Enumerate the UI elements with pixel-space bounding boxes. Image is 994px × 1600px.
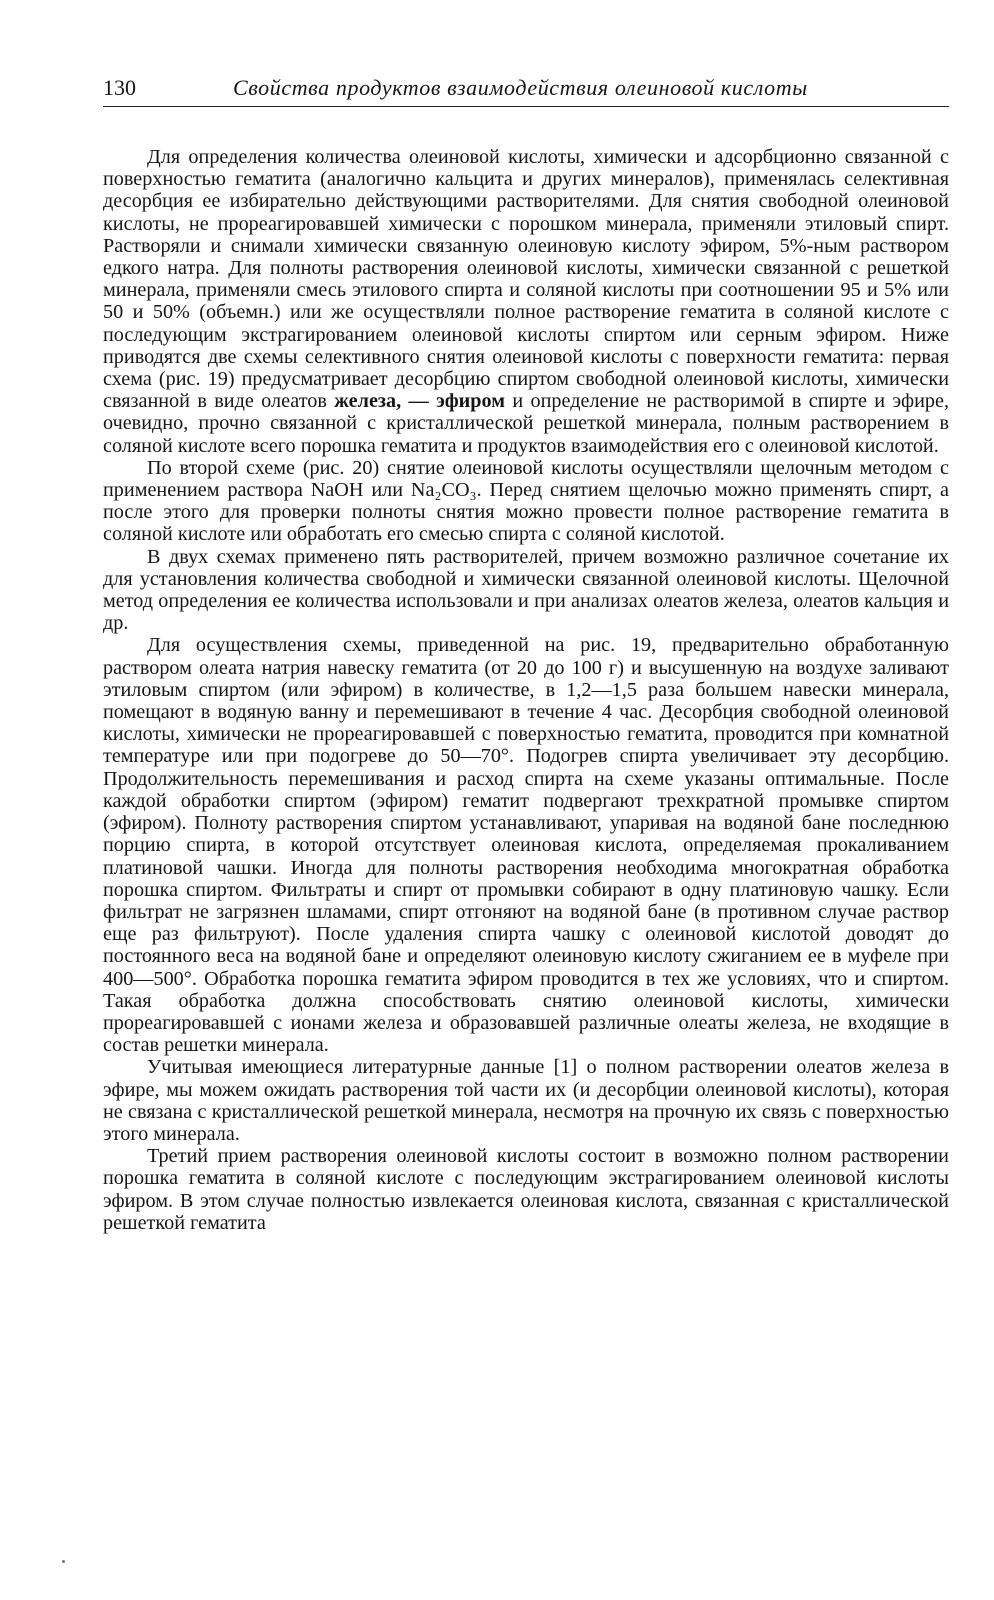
print-speck bbox=[62, 1560, 65, 1563]
paragraph-1 bbox=[103, 146, 949, 457]
paragraph-5: Учитывая имеющиеся литературные данные [1] о полном растворении олеатов железа в эфире, мы можем ожидать растворения той части их (и десорбции олеиновой кислоты), которая не связана с кристаллической решеткой минерала, несмотря на прочную их связь с поверхностью этого минерала. bbox=[103, 1056, 949, 1145]
running-title: Свойства продуктов взаимодействия олеиновой кислоты bbox=[233, 75, 808, 100]
page-number: 130 bbox=[103, 75, 136, 100]
body-text bbox=[103, 146, 949, 1234]
paragraph-6: Третий прием растворения олеиновой кислоты состоит в возможно полном растворении порошка гематита в соляной кислоте с последующим экстрагированием олеиновой кислоты эфиром. В этом случае полностью извлекается олеиновая кислота, связанная с кристаллической решеткой гематита bbox=[103, 1145, 949, 1234]
paragraph-3: В двух схемах применено пять растворителей, причем возможно различное сочетание их для установления количества свободной и химически связанной олеиновой кислоты. Щелочной метод определения ее количества использовали и при анализах олеатов железа, олеатов кальция и др. bbox=[103, 545, 949, 635]
paragraph-1-bold-phrase: железа, — эфиром bbox=[334, 390, 505, 413]
paragraph-1-part-2: и определение не растворимой в спирте и эфире, очевидно, прочно связанной с кристаллической решеткой минерала, полным растворением в соляной кислоте всего порошка гематита и продуктов взаимодействия его с олеиновой кислотой. bbox=[103, 390, 949, 457]
running-header bbox=[103, 74, 949, 107]
paragraph-2: По второй схеме (рис. 20) снятие олеиновой кислоты осуществляли щелочным методом с применением раствора NaOH или Na₂CO₃. Перед снятием щелочью можно применять спирт, а после этого для проверки полноты снятия можно провести полное растворение гематита в соляной кислоте или обработать его смесью спирта с соляной кислотой. bbox=[103, 456, 949, 546]
paragraph-4: Для осуществления схемы, приведенной на рис. 19, предварительно обработанную раствором олеата натрия навеску гематита (от 20 до 100 г) и высушенную на воздухе заливают этиловым спиртом (или эфиром) в количестве, в 1,2—1,5 раза большем навески минерала, помещают в водяную ванну и перемешивают в течение 4 час. Десорбция свободной олеиновой кислоты, химически не прореагировавшей с поверхностью гематита, проводится при комнатной температуре или при подогреве до 50—70°. Подогрев спирта увеличивает эту десорбцию. Продолжительность перемешивания и расход спирта на схеме указаны оптимальные. После каждой обработки спиртом (эфиром) гематит подвергают трехкратной промывке спиртом (эфиром). Полноту растворения спиртом устанавливают, упаривая на водяной бане последнюю порцию спирта, в которой отсутствует олеиновая кислота, определяемая прокаливанием платиновой чашки. Иногда для полноты растворения необходима многократная обработка порошка спиртом. Фильтраты и спирт от промывки собирают в одну платиновую чашку. Если фильтрат не загрязнен шламами, спирт отгоняют на водяной бане (в противном случае раствор еще раз фильтруют). После удаления спирта чашку с олеиновой кислотой доводят до постоянного веса на водяной бане и определяют олеиновую кислоту сжиганием ее в муфеле при 400—500°. Обработка порошка гематита эфиром проводится в тех же условиях, что и спиртом. Такая обработка должна способствовать снятию олеиновой кислоты, химически прореагировавшей с ионами железа и образовавшей различные олеаты железа, не входящие в состав решетки минерала. bbox=[103, 634, 949, 1057]
paragraph-1-part-1: Для определения количества олеиновой кислоты, химически и адсорбционно связанной с поверхностью гематита (аналогично кальцита и других минералов), применялась селективная десорбция ее избирательно действующими растворителями. Для снятия свободной олеиновой кислоты, не прореагировавшей химически с порошком минерала, применяли этиловый спирт. Растворяли и снимали химически связанную олеиновую кислоту эфиром, 5%-ным раствором едкого натра. Для полноты растворения олеиновой кислоты, химически связанной с решеткой минерала, применяли смесь этилового спирта и соляной кислоты при соотношении 95 и 5% или 50 и 50% (объемн.) или же осуществляли полное растворение гематита в соляной кислоте с последующим экстрагированием олеиновой кислоты спиртом или серным эфиром. Ниже приводятся две схемы селективного снятия олеиновой кислоты с поверхности гематита: первая схема (рис. 19) предусматривает десорбцию спиртом свободной олеиновой кислоты, химически связанной в виде олеатов bbox=[103, 146, 949, 413]
